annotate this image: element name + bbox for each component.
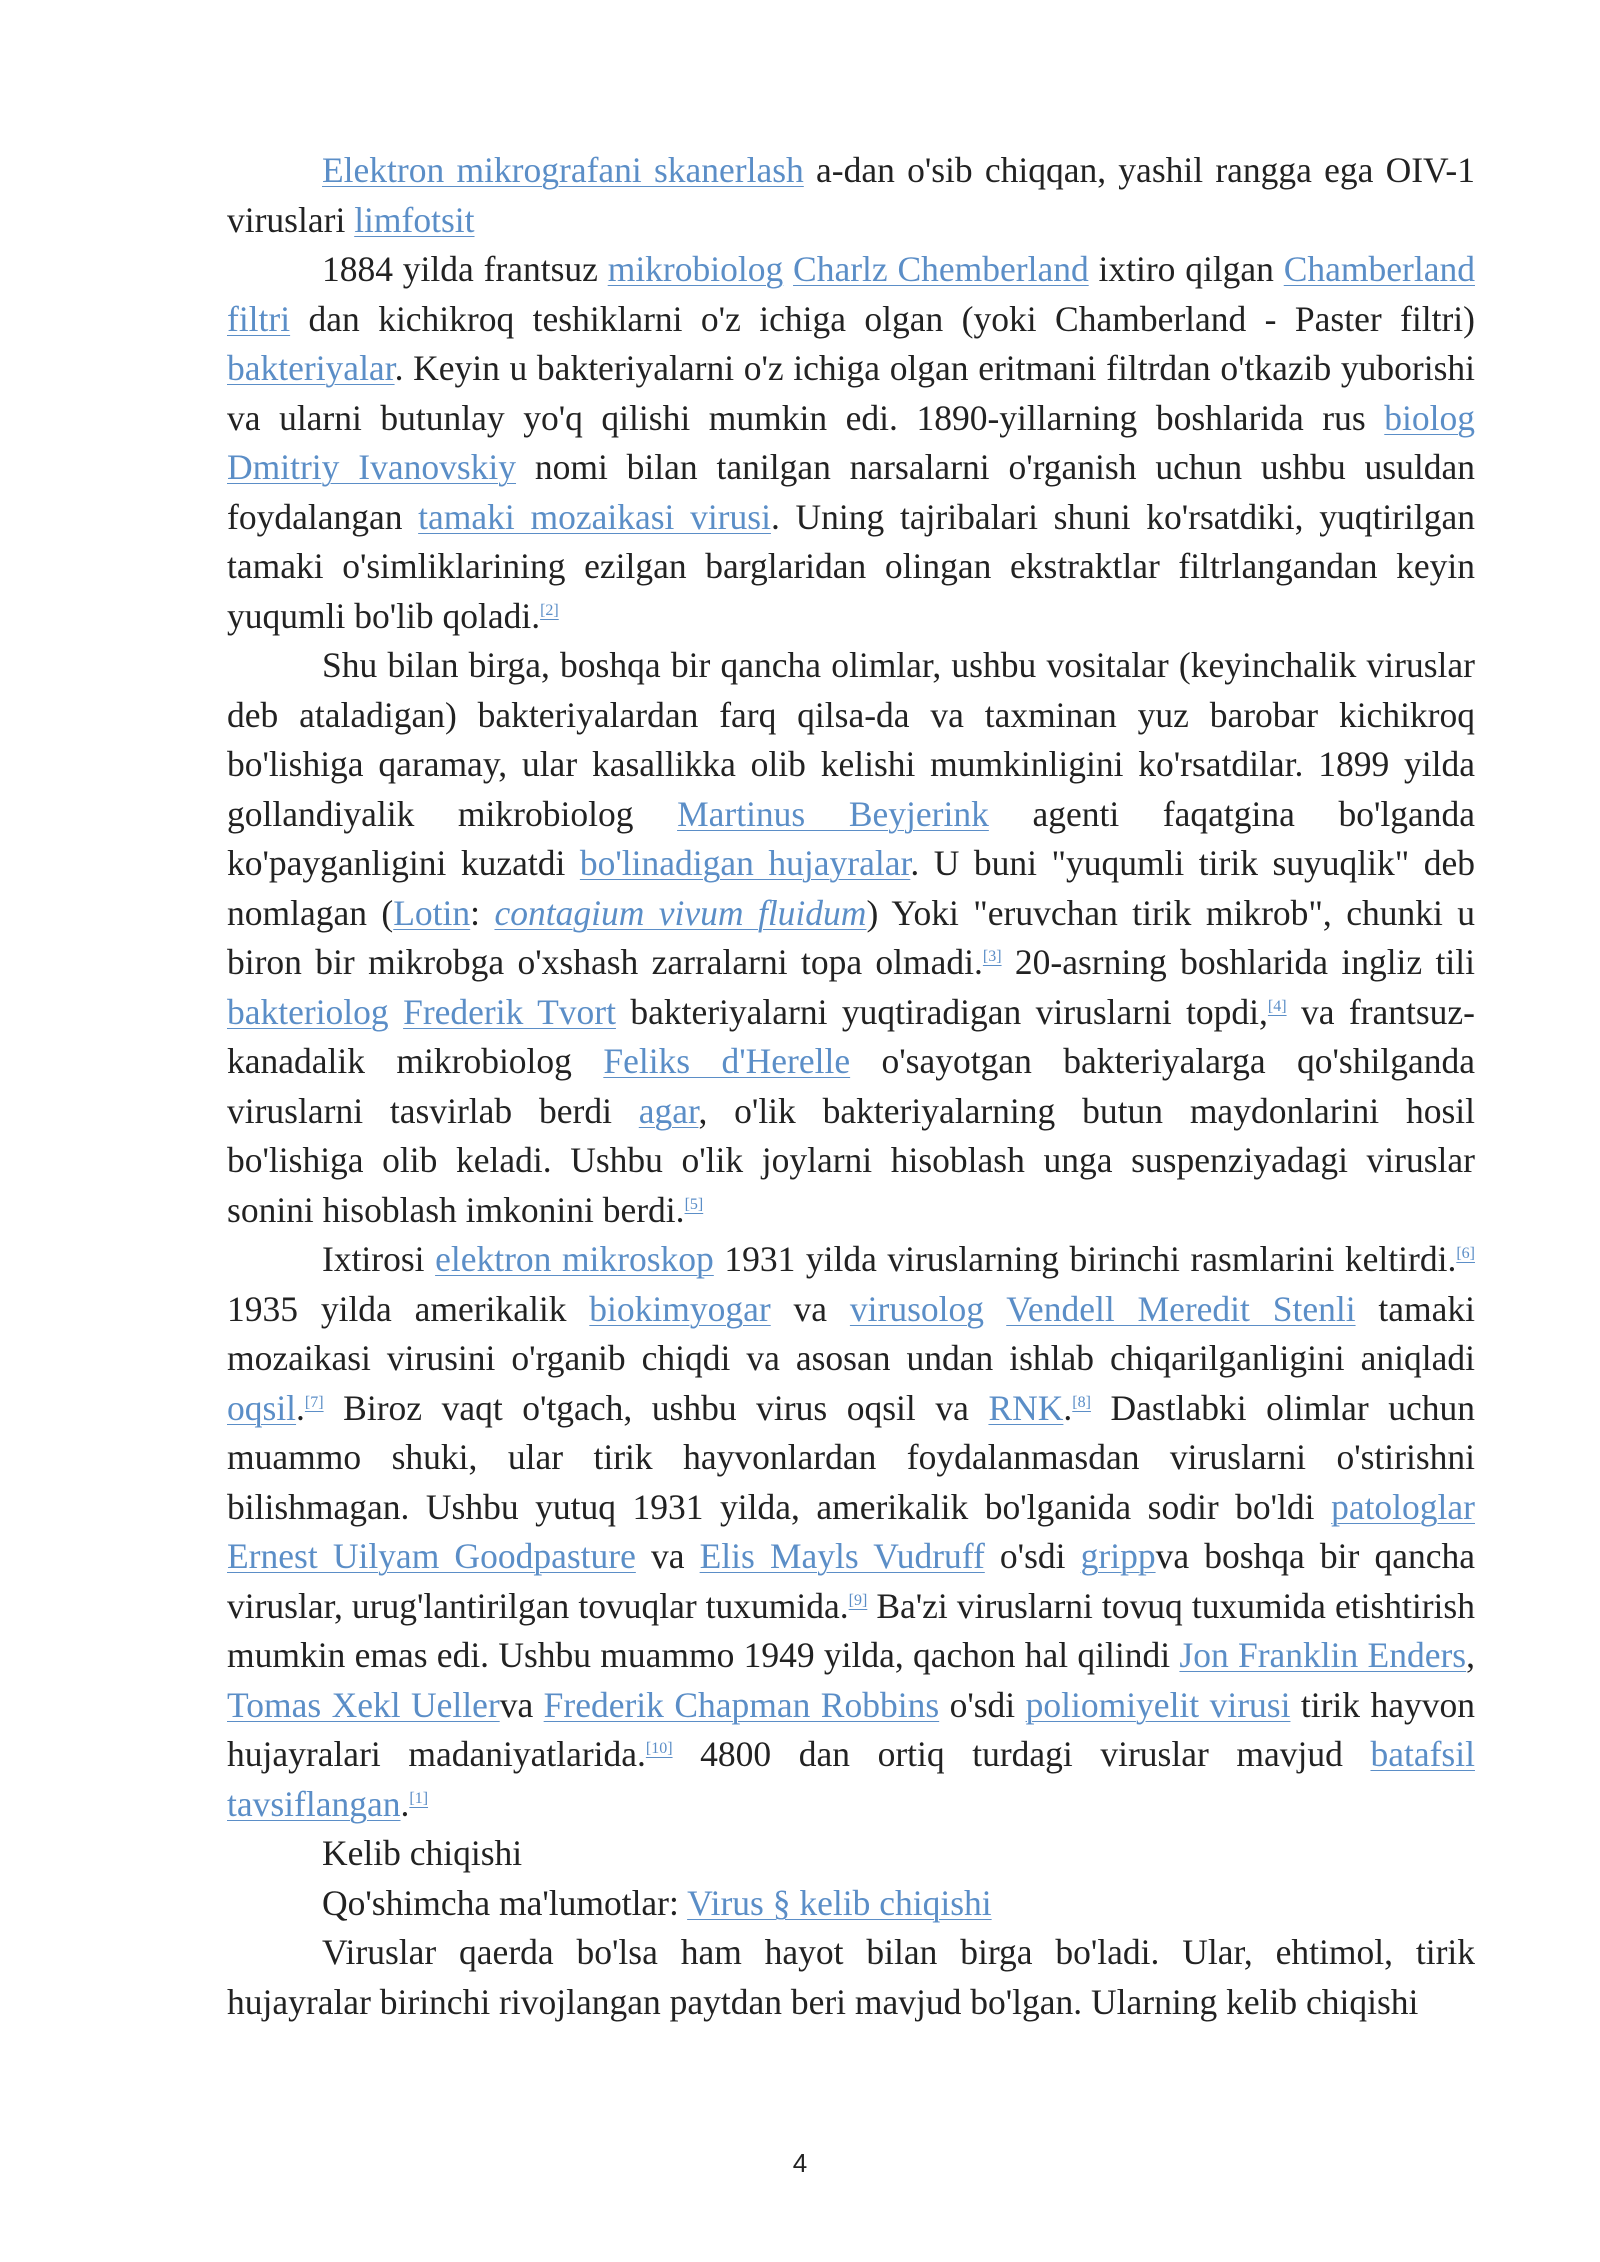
hyperlink[interactable]: mikrobiolog [607,249,784,289]
page-number: 4 [792,2148,808,2178]
text-run: va boshqa bir qancha viruslar, urug'lantirilgan tovuqlar tuxumida. [227,1536,1475,1626]
text-run: 1884 yilda frantsuz [322,249,608,289]
citation-ref [685,1196,704,1213]
citation-link[interactable]: [8] [1072,1393,1091,1411]
citation-ref [1456,1245,1475,1262]
paragraph [227,1879,1475,1929]
hyperlink[interactable]: biolog [1384,397,1475,438]
text-run: tirik hayvon hujayralari madaniyatlarida. [227,1684,1475,1774]
hyperlink[interactable]: gripp [1080,1536,1156,1576]
paragraph [227,1829,1475,1879]
paragraph [227,641,1475,1235]
hyperlink[interactable]: Vendell Meredit Stenli [1006,1288,1356,1329]
text-run [984,1289,1006,1329]
hyperlink[interactable]: Martinus Beyjerink [677,793,989,834]
citation-link[interactable]: [10] [645,1740,673,1758]
text-run: . [400,1783,410,1824]
text-run: ) Yoki "eruvchan tirik mikrob", chunki u biron bir mikrobga o'xshash zarralarni topa olmadi. [227,892,1475,982]
citation-link[interactable]: [2] [540,601,559,619]
text-run [389,992,403,1032]
citation-ref [646,1740,673,1757]
text-run [783,249,793,289]
hyperlink[interactable]: bakteriyalar [227,348,395,388]
citation-ref [983,948,1002,965]
citation-ref [305,1394,324,1411]
citation-ref [849,1592,868,1609]
hyperlink[interactable]: Virus § kelib chiqishi [687,1882,992,1923]
citation-ref [1072,1394,1091,1411]
hyperlink[interactable]: Lotin [393,892,471,933]
text-run: Dastlabki olimlar uchun muammo shuki, ular tirik hayvonlardan foydalanmasdan viruslarni o'stirishni bilishmagan. Ushbu yutuq 1931 yilda, amerikalik bo'lganida sodir bo'ldi [227,1387,1476,1527]
hyperlink[interactable]: bakteriolog [227,991,389,1032]
text-run: va frantsuz-kanadalik mikrobiolog [227,991,1475,1081]
citation-ref [1268,998,1287,1015]
hyperlink[interactable]: patologlar [1331,1486,1475,1527]
text-run: Ixtirosi [322,1239,436,1279]
text-run: . [1063,1387,1073,1428]
text-run: Biroz vaqt o'tgach, ushbu virus oqsil va [323,1387,989,1428]
hyperlink[interactable]: Dmitriy Ivanovskiy [227,447,517,487]
hyperlink[interactable]: agar [638,1090,699,1131]
text-run: : [470,892,495,933]
hyperlink[interactable]: elektron mikroskop [435,1239,714,1279]
text-run: Kelib chiqishi [322,1833,523,1873]
text-run: ixtiro qilgan [1088,249,1284,289]
text-run: Qo'shimcha ma'lumotlar: [322,1882,688,1923]
paragraph [227,1928,1475,2027]
citation-ref [409,1790,428,1807]
citation-link[interactable]: [5] [684,1195,704,1213]
hyperlink[interactable]: Chamberland filtri [227,249,1475,339]
text-run: 4800 dan ortiq turdagi viruslar mavjud [672,1734,1371,1774]
text-run: va [499,1684,544,1725]
text-run: Viruslar qaerda bo'lsa ham hayot bilan birga bo'ladi. Ular, ehtimol, tirik hujayralar birinchi rivojlangan paytdan beri mavjud bo'lgan. Ularning kelib chiqishi [227,1932,1475,2022]
hyperlink[interactable]: Frederik Chapman Robbins [543,1684,940,1725]
hyperlink[interactable]: virusolog [849,1288,985,1329]
paragraph [227,245,1475,641]
text-run: , [1466,1635,1475,1675]
hyperlink[interactable]: batafsil tavsiflangan [227,1734,1475,1824]
hyperlink[interactable]: limfotsit [354,199,475,240]
text-run: Shu bilan birga, boshqa bir qancha olimlar, ushbu vositalar (keyinchalik viruslar deb ataladigan) bakteriyalardan farq qilsa-da va taxminan yuz barobar kichikroq bo'lishiga qaramay, ular kasallikka olib kelishi mumkinligini ko'rsatdilar. 1899 yilda gollandiyalik mikrobiolog [227,645,1475,834]
citation-link[interactable]: [9] [848,1591,868,1609]
text-run: o'sayotgan bakteriyalarga qo'shilganda viruslarni tasvirlab berdi [227,1041,1475,1131]
text-run: a-dan o'sib chiqqan, yashil rangga ega OIV-1 viruslari [227,150,1475,240]
text-run: 1931 yilda viruslarning birinchi rasmlarini keltirdi. [713,1239,1457,1279]
text-run: . U buni "yuqumli tirik suyuqlik" deb nomlagan ( [227,843,1475,933]
text-run: 1935 yilda amerikalik [227,1288,590,1329]
text-run: bakteriyalarni yuqtiradigan viruslarni topdi, [615,991,1268,1032]
text-run: agenti faqatgina bo'lganda ko'payganligini kuzatdi [227,793,1475,883]
document-body [227,146,1475,2027]
hyperlink[interactable]: contagium vivum fluidum [494,892,867,933]
text-run: o'sdi [939,1684,1026,1725]
citation-link[interactable]: [1] [409,1789,429,1807]
text-run: Ba'zi viruslarni tovuq tuxumida etishtirish mumkin emas edi. Ushbu muammo 1949 yilda, qachon hal qilindi [227,1585,1475,1675]
citation-link[interactable]: [3] [982,948,1002,966]
citation-link[interactable]: [6] [1456,1245,1475,1263]
hyperlink[interactable]: oqsil [227,1387,297,1428]
citation-ref [540,602,559,619]
text-run: 20-asrning boshlarida ingliz tili [1001,942,1475,982]
citation-link[interactable]: [4] [1267,997,1287,1015]
hyperlink[interactable]: RNK [988,1387,1064,1428]
text-run: nomi bilan tanilgan narsalarni o'rganish uchun ushbu usuldan foydalangan [227,447,1475,537]
hyperlink[interactable]: Ernest Uilyam Goodpasture [227,1536,636,1576]
hyperlink[interactable]: biokimyogar [589,1288,771,1329]
text-run: tamaki mozaikasi virusini o'rganib chiqdi va asosan undan ishlab chiqarilganligini aniqladi [227,1288,1475,1378]
text-run: dan kichikroq teshiklarni o'z ichiga olgan (yoki Chamberland - Paster filtri) [290,298,1475,339]
citation-link[interactable]: [7] [304,1393,324,1411]
text-run: . Keyin u bakteriyalarni o'z ichiga olgan eritmani filtrdan o'tkazib yuborishi va ularni butunlay yo'q qilishi mumkin edi. 1890-yillarning boshlarida rus [227,348,1475,438]
paragraph [227,1235,1475,1829]
text-run: . [296,1387,305,1428]
hyperlink[interactable]: poliomiyelit virusi [1025,1684,1291,1725]
hyperlink[interactable]: Frederik Tvort [403,991,616,1032]
text-run: . Uning tajribalari shuni ko'rsatdiki, yuqtirilgan tamaki o'simliklarining ezilgan barglaridan olingan ekstraktlar filtrlangandan keyin yuqumli bo'lib qoladi. [227,496,1475,636]
text-run: o'sdi [984,1536,1081,1576]
hyperlink[interactable]: tamaki mozaikasi virusi [418,496,771,537]
paragraph [227,146,1475,245]
hyperlink[interactable]: Feliks d'Herelle [603,1041,851,1081]
hyperlink[interactable]: bo'linadigan hujayralar [579,843,911,883]
hyperlink[interactable]: Tomas Xekl Ueller [227,1684,500,1725]
hyperlink[interactable]: Jon Franklin Enders [1179,1635,1467,1675]
text-run: va [770,1288,850,1329]
hyperlink[interactable]: Charlz Chemberland [793,249,1089,289]
text-run: , o'lik bakteriyalarning butun maydonlarini hosil bo'lishiga olib keladi. Ushbu o'lik joylarni hisoblash unga suspenziyadagi viruslar sonini hisoblash imkonini berdi. [227,1090,1475,1230]
hyperlink[interactable]: Elis Mayls Vudruff [699,1536,985,1576]
text-run: va [635,1536,700,1576]
hyperlink[interactable]: Elektron mikrografani skanerlash [322,150,804,190]
